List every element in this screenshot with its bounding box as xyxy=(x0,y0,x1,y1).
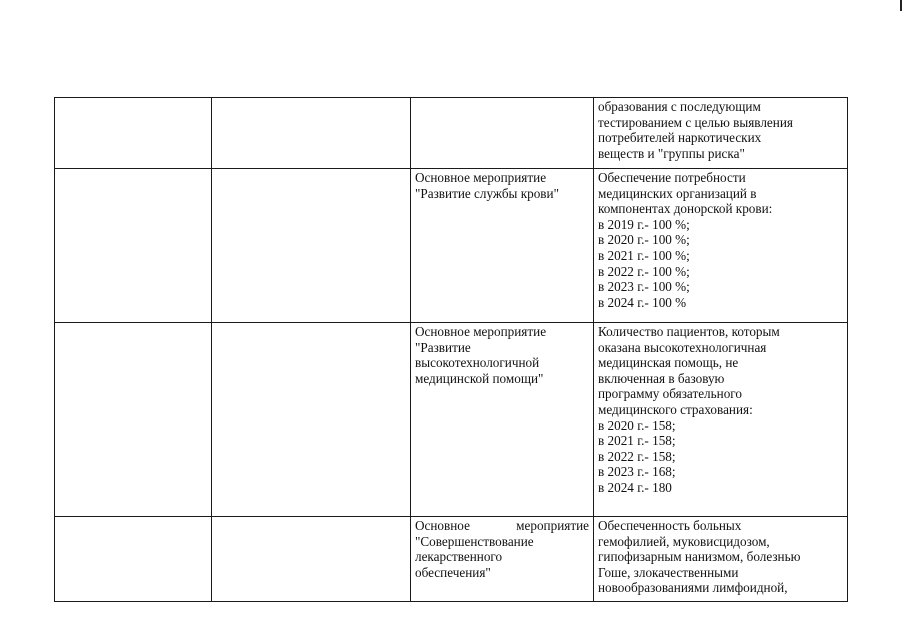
indicator-cell xyxy=(594,517,848,602)
indicator-cell xyxy=(594,323,848,517)
table-row xyxy=(55,323,848,517)
indicator-line: медицинских организаций в xyxy=(598,185,757,201)
empty-cell xyxy=(212,98,411,169)
indicator-line: Количество пациентов, которым xyxy=(598,324,780,339)
indicator-line: в 2021 г.- 100 %; xyxy=(598,247,690,263)
indicator-line: образования с последующим xyxy=(598,99,761,114)
empty-cell xyxy=(212,169,411,323)
table-row xyxy=(55,169,848,323)
measure-line: Основное мероприятие xyxy=(415,518,589,533)
measure-cell xyxy=(411,323,594,517)
measure-line: Основное мероприятие xyxy=(415,170,547,185)
measure-cell xyxy=(411,517,594,602)
indicator-cell xyxy=(594,98,848,169)
table-row xyxy=(55,98,848,169)
measure-cell xyxy=(411,169,594,323)
empty-cell xyxy=(55,98,212,169)
indicator-line: включенная в базовую xyxy=(598,370,725,386)
indicator-line: в 2024 г.- 180 xyxy=(598,479,672,495)
indicator-line: новообразованиями лимфоидной, xyxy=(598,580,788,596)
measure-line: лекарственного xyxy=(415,549,503,565)
indicator-line: веществ и "группы риска" xyxy=(598,145,745,161)
indicator-line: в 2024 г.- 100 % xyxy=(598,294,687,310)
indicator-line: в 2023 г.- 168; xyxy=(598,464,676,480)
indicator-line: в 2020 г.- 100 %; xyxy=(598,232,690,248)
table-row xyxy=(55,517,848,602)
measure-line: медицинской помощи" xyxy=(415,370,544,386)
measure-line: "Совершенствование xyxy=(415,533,534,549)
indicator-line: гипофизарным нанизмом, болезнью xyxy=(598,549,801,565)
measure-line: "Развитие xyxy=(415,339,471,355)
measure-line: высокотехнологичной xyxy=(415,355,540,371)
indicator-line: Обеспеченность больных xyxy=(598,518,742,533)
indicator-line: компонентах донорской крови: xyxy=(598,201,773,217)
empty-cell xyxy=(55,169,212,323)
indicator-line: гемофилией, муковисцидозом, xyxy=(598,533,770,549)
indicator-line: в 2022 г.- 100 %; xyxy=(598,263,690,279)
indicator-line: в 2022 г.- 158; xyxy=(598,448,676,464)
indicator-line: медицинского страхования: xyxy=(598,401,753,417)
measure-line: обеспечения" xyxy=(415,564,491,580)
indicator-line: медицинская помощь, не xyxy=(598,355,739,371)
measure-line: Основное мероприятие xyxy=(415,324,547,339)
indicator-line: в 2020 г.- 158; xyxy=(598,417,676,433)
indicator-line: тестированием с целью выявления xyxy=(598,114,793,130)
program-table xyxy=(54,97,848,602)
page-edge-mark xyxy=(900,0,902,11)
indicator-line: Обеспечение потребности xyxy=(598,170,746,185)
indicator-line: программу обязательного xyxy=(598,386,742,402)
empty-cell xyxy=(212,323,411,517)
measure-line: "Развитие службы крови" xyxy=(415,185,559,201)
indicator-line: потребителей наркотических xyxy=(598,130,762,146)
indicator-line: в 2021 г.- 158; xyxy=(598,433,676,449)
indicator-line: оказана высокотехнологичная xyxy=(598,339,767,355)
measure-cell xyxy=(411,98,594,169)
indicator-line: в 2023 г.- 100 %; xyxy=(598,279,690,295)
indicator-cell xyxy=(594,169,848,323)
indicator-line: в 2019 г.- 100 %; xyxy=(598,216,690,232)
indicator-line: Гоше, злокачественными xyxy=(598,564,739,580)
empty-cell xyxy=(55,323,212,517)
empty-cell xyxy=(212,517,411,602)
empty-cell xyxy=(55,517,212,602)
